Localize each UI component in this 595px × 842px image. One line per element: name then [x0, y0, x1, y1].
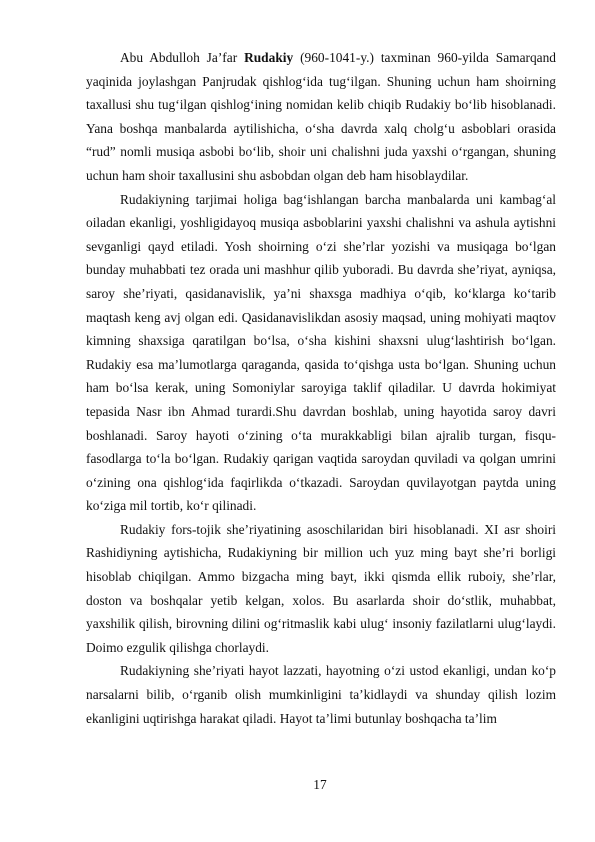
paragraph-1 — [86, 46, 556, 188]
page-number: 17 — [313, 777, 327, 792]
body-text — [86, 46, 556, 730]
paragraph-3: Rudakiy fors-tojik she’riyatining asoschilaridan biri hisoblanadi. XI asr shoiri Rashidiyning aytishicha, Rudakiyning bir million uch yuz ming bayt she’ri borligi hisoblab chiqilgan. Ammo bizgacha ming bayt, ikki qismda ellik ruboiy, she’rlar, doston va boshqalar yetib kelgan, xolos. Bu asarlarda shoir do‘stlik, muhabbat, yaxshilik qilish, birovning dilini og‘ritmaslik kabi ulug‘ insoniy fazilatlarni ulug‘laydi. Doimo ezgulik qilishga chorlaydi. — [86, 521, 556, 655]
author-name: Rudakiy — [244, 50, 294, 65]
paragraph-2: Rudakiyning tarjimai holiga bag‘ishlangan barcha manbalarda uni kambag‘al oiladan ekanligi, yoshligidayoq musiqa asboblarini yaxshi chalishni va ashula aytishni sevganligi qayd etiladi. Yosh shoirning o‘zi she’rlar yozishi va musiqaga bo‘lgan bunday muhabbati tez orada uni mashhur qilib yuboradi. Bu davrda she’riyat, ayniqsa, saroy she’riyati, qasidanavislik, ya’ni shaxsga madhiya o‘qib, ko‘klarga ko‘tarib maqtash keng avj olgan edi. Qasidanavislikdan asosiy maqsad, uning mohiyati maqtov kimning shaxsiga qaratilgan bo‘lsa, o‘sha kishini shaxsni ulug‘lashtirish bo‘lgan. Rudakiy esa ma’lumotlarga qaraganda, qasida to‘qishga usta bo‘lgan. Shuning uchun ham bo‘lsa kerak, uning Somoniylar saroyiga taklif qiladilar. U davrda hokimiyat tepasida Nasr ibn Ahmad turardi.Shu davrdan boshlab, uning hayotida saroy davri boshlanadi. Saroy hayoti o‘zining o‘ta murakkabligi bilan ajralib turgan, fisqu-fasodlarga to‘la bo‘lgan. Rudakiy qarigan vaqtida saroydan quviladi va qolgan umrini o‘zining ona qishlog‘ida faqirlikda o‘tkazadi. Saroydan quvilayotgan paytda uning ko‘ziga mil tortib, ko‘r qilinadi. — [86, 191, 556, 514]
paragraph-1-rest: (960-1041-y.) taxminan 960-yilda Samarqand yaqinida joylashgan Panjrudak qishlog‘ida tug‘ilgan. Shuning uchun ham shoirning taxallusi shu tug‘ilgan qishlog‘ining nomidan kelib chiqib Rudakiy bo‘lib hisoblanadi. Yana boshqa manbalarda aytilishicha, o‘sha davrda xalq cholg‘u asboblari orasida “rud” nomli musiqa asbobi bo‘lib, shoir uni chalishni juda yaxshi o‘rgangan, shuning uchun ham shoir taxallusini shu asbobdan olgan deb ham hisoblaydilar. — [86, 50, 557, 183]
paragraph-4: Rudakiyning she’riyati hayot lazzati, hayotning o‘zi ustod ekanligi, undan ko‘p narsalarni bilib, o‘rganib olish mumkinligini ta’kidlaydi va shunday qilish lozim ekanligini uqtirishga harakat qiladi. Hayot ta’limi butunlay boshqacha ta’lim — [86, 663, 556, 726]
paragraph-1-lead: Abu Abdulloh Ja’far — [120, 50, 245, 65]
